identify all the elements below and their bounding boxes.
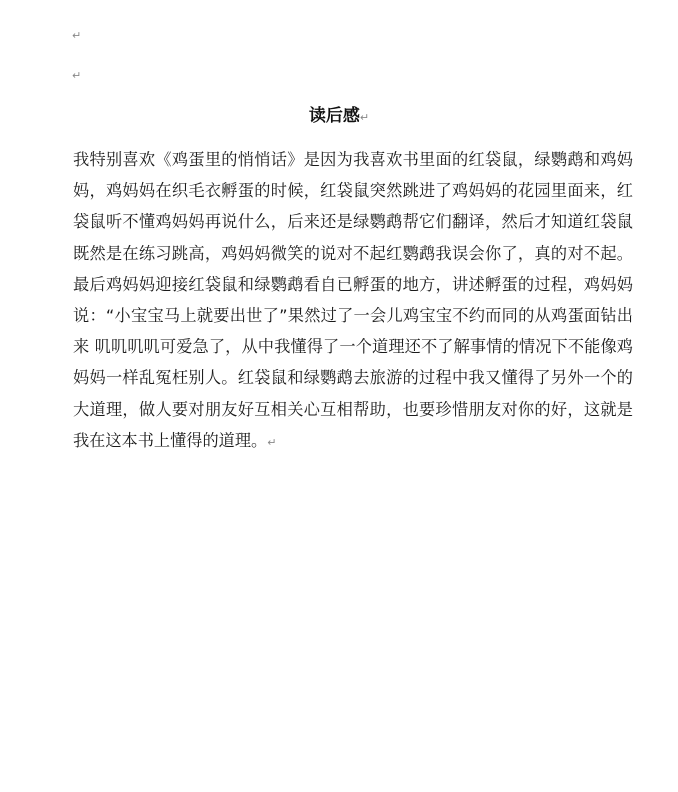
document-title xyxy=(0,104,678,130)
paragraph-mark-icon: ↵ xyxy=(267,435,277,449)
title-text: 读后感 xyxy=(308,106,360,126)
body-text: 我特别喜欢《鸡蛋里的悄悄话》是因为我喜欢书里面的红袋鼠，绿鹦鹉和鸡妈妈，鸡妈妈在织毛衣孵蛋的时候，红袋鼠突然跳进了鸡妈妈的花园里面来，红袋鼠听不懂鸡妈妈再说什么，后来还是绿鹦鹉帮它们翻译，然后才知道红袋鼠既然是在练习跳高，鸡妈妈微笑的说对不起红鹦鹉我误会你了，真的对不起。最后鸡妈妈迎接红袋鼠和绿鹦鹉看自已孵蛋的地方，讲述孵蛋的过程，鸡妈妈说：“小宝宝马上就要出世了”果然过了一会儿鸡宝宝不约而同的从鸡蛋面钻出来 叽叽叽叽可爱急了，从中我懂得了一个道理还不了解事情的情况下不能像鸡妈妈一样乱冤枉别人。红袋鼠和绿鹦鹉去旅游的过程中我又懂得了另外一个的大道理，做人要对朋友好互相关心互相帮助，也要珍惜朋友对你的好，这就是我在这本书上懂得的道理。 xyxy=(73,150,633,450)
paragraph-mark-icon: ↵ xyxy=(72,69,82,82)
body-paragraph xyxy=(73,144,633,458)
paragraph-mark-icon: ↵ xyxy=(359,111,370,124)
paragraph-mark-icon: ↵ xyxy=(72,29,82,42)
